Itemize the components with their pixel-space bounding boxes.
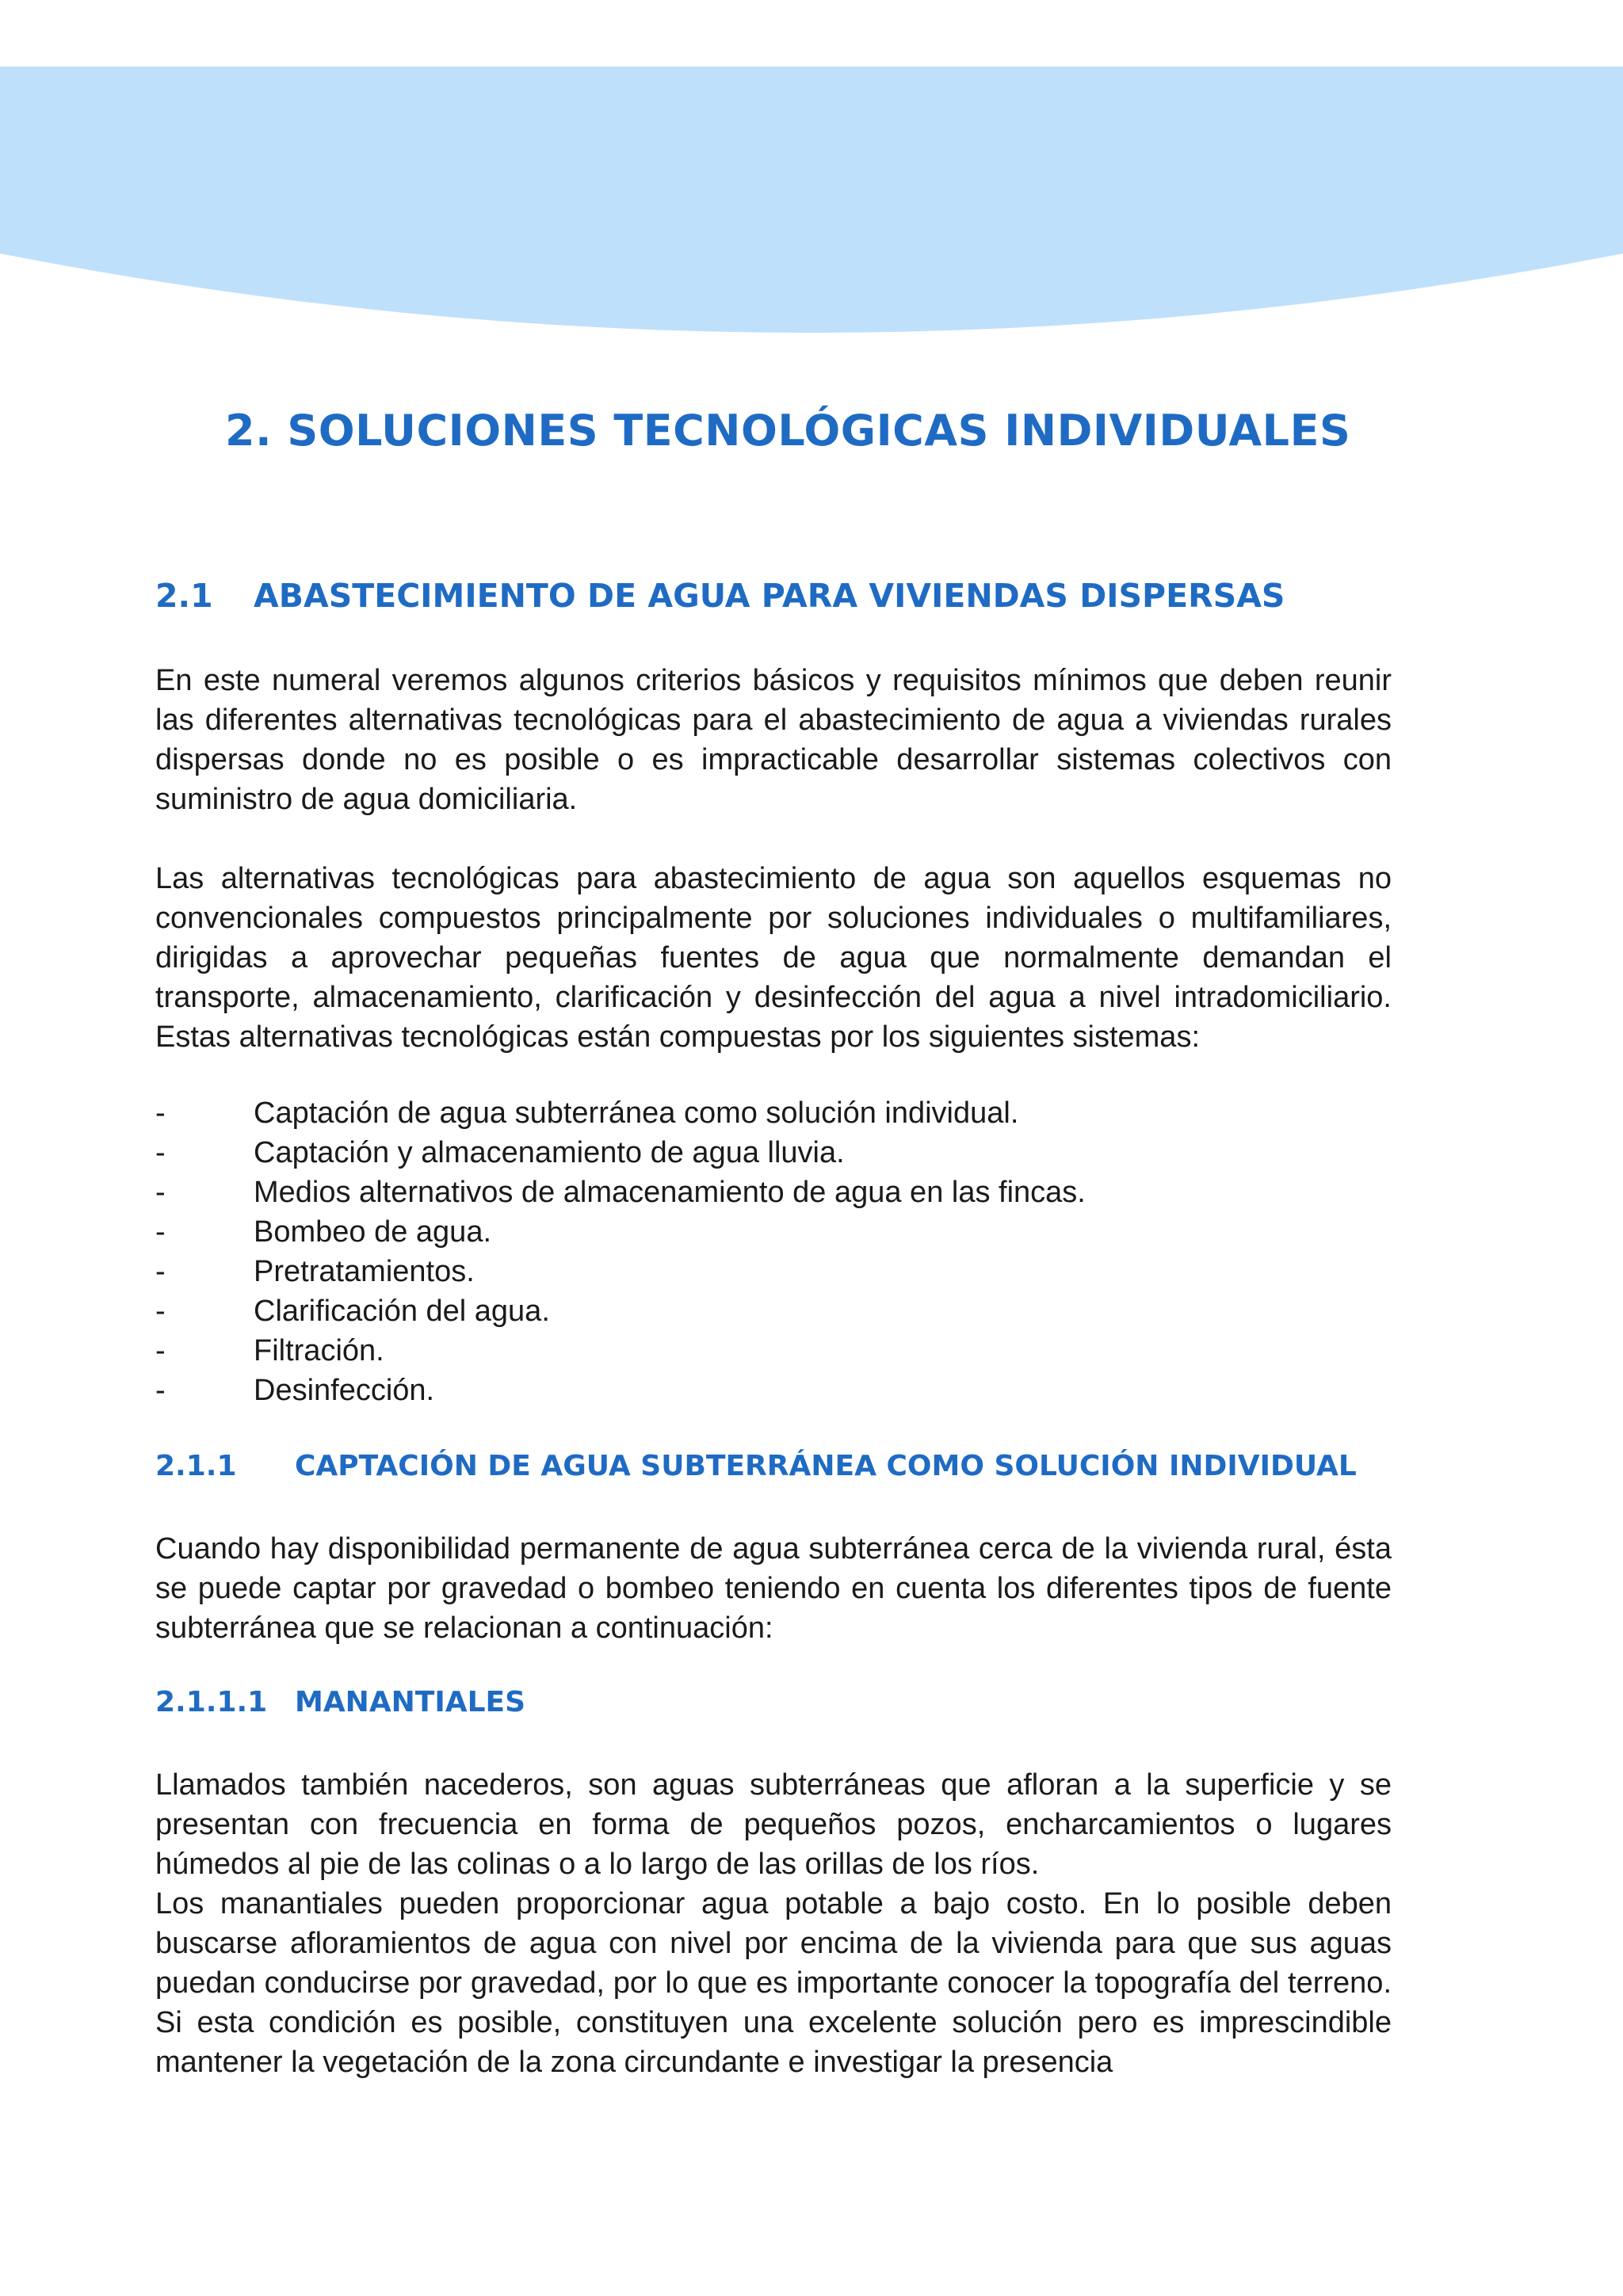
subsection-paragraph: Cuando hay disponibilidad permanente de agua subterránea cerca de la vivienda rural, ésta se puede captar por gravedad o bombeo teniendo en cuenta los diferentes tipos de fuente subterránea que se relacionan a continuación:	[155, 1532, 1392, 1645]
list-item	[155, 1291, 1392, 1331]
list-item-text: Medios alternativos de almacenamiento de agua en las fincas.	[254, 1176, 1086, 1209]
list-item-text: Desinfección.	[254, 1374, 435, 1407]
list-item	[155, 1371, 1392, 1410]
list-item-text: Pretratamientos.	[254, 1255, 475, 1288]
list-dash: -	[155, 1255, 166, 1288]
intro-paragraph: En este numeral veremos algunos criterios básicos y requisitos mínimos que deben reunir las diferentes alternativas tecnológicas para el abastecimiento de agua a viviendas rurales dispersas donde no es posible o es impracticable desarrollar sistemas colectivos con suministro de agua domiciliaria.	[155, 664, 1392, 816]
subsection-heading	[155, 1450, 1357, 1482]
manantiales-paragraph-1: Llamados también nacederos, son aguas subterráneas que afloran a la superficie y se presentan con frecuencia en forma de pequeños pozos, encharcamientos o lugares húmedos al pie de las colinas o a lo largo de las orillas de los ríos.	[155, 1768, 1392, 1881]
list-item-text: Bombeo de agua.	[254, 1215, 492, 1249]
list-item-text: Captación de agua subterránea como solución individual.	[254, 1097, 1019, 1130]
list-dash: -	[155, 1215, 166, 1249]
header-wave-shape	[0, 67, 1623, 333]
list-dash: -	[155, 1097, 166, 1130]
list-item-text: Filtración.	[254, 1334, 384, 1367]
list-item-text: Captación y almacenamiento de agua lluvia.	[254, 1136, 845, 1169]
list-item	[155, 1331, 1392, 1371]
subsubsection-heading-text: MANANTIALES	[295, 1686, 526, 1718]
header-wave-banner	[0, 0, 1623, 349]
section-number: 2.1	[155, 577, 213, 615]
subsection-number: 2.1.1	[155, 1450, 237, 1482]
subsubsection-number: 2.1.1.1	[155, 1686, 268, 1718]
section-heading	[155, 577, 1285, 615]
list-item	[155, 1212, 1392, 1252]
chapter-title: 2. SOLUCIONES TECNOLÓGICAS INDIVIDUALES	[225, 406, 1351, 456]
list-item	[155, 1173, 1392, 1212]
manantiales-paragraph-2: Los manantiales pueden proporcionar agua potable a bajo costo. En lo posible deben buscarse afloramientos de agua con nivel por encima de la vivienda para que sus aguas puedan conducirse por gravedad, por lo que es importante conocer la topografía del terreno. Si esta condición es posible, constituyen una excelente solución pero es imprescindible mantener la vegetación de la zona circundante e investigar la presencia	[155, 1887, 1392, 2079]
subsubsection-heading	[155, 1686, 525, 1718]
list-item-text: Clarificación del agua.	[254, 1295, 550, 1328]
list-dash: -	[155, 1136, 166, 1169]
list-dash: -	[155, 1334, 166, 1367]
systems-list	[155, 1093, 1392, 1410]
list-dash: -	[155, 1374, 166, 1407]
list-item	[155, 1252, 1392, 1291]
subsection-heading-text: CAPTACIÓN DE AGUA SUBTERRÁNEA COMO SOLUCIÓN INDIVIDUAL	[295, 1450, 1357, 1482]
alternatives-paragraph: Las alternativas tecnológicas para abastecimiento de agua son aquellos esquemas no convencionales compuestos principalmente por soluciones individuales o multifamiliares, dirigidas a aprovechar pequeñas fuentes de agua que normalmente demandan el transporte, almacenamiento, clarificación y desinfección del agua a nivel intradomiciliario. Estas alternativas tecnológicas están compuestas por los siguientes sistemas:	[155, 862, 1392, 1054]
list-item	[155, 1133, 1392, 1173]
section-heading-text: ABASTECIMIENTO DE AGUA PARA VIVIENDAS DISPERSAS	[254, 577, 1285, 615]
list-dash: -	[155, 1176, 166, 1209]
list-item	[155, 1093, 1392, 1133]
list-dash: -	[155, 1295, 166, 1328]
